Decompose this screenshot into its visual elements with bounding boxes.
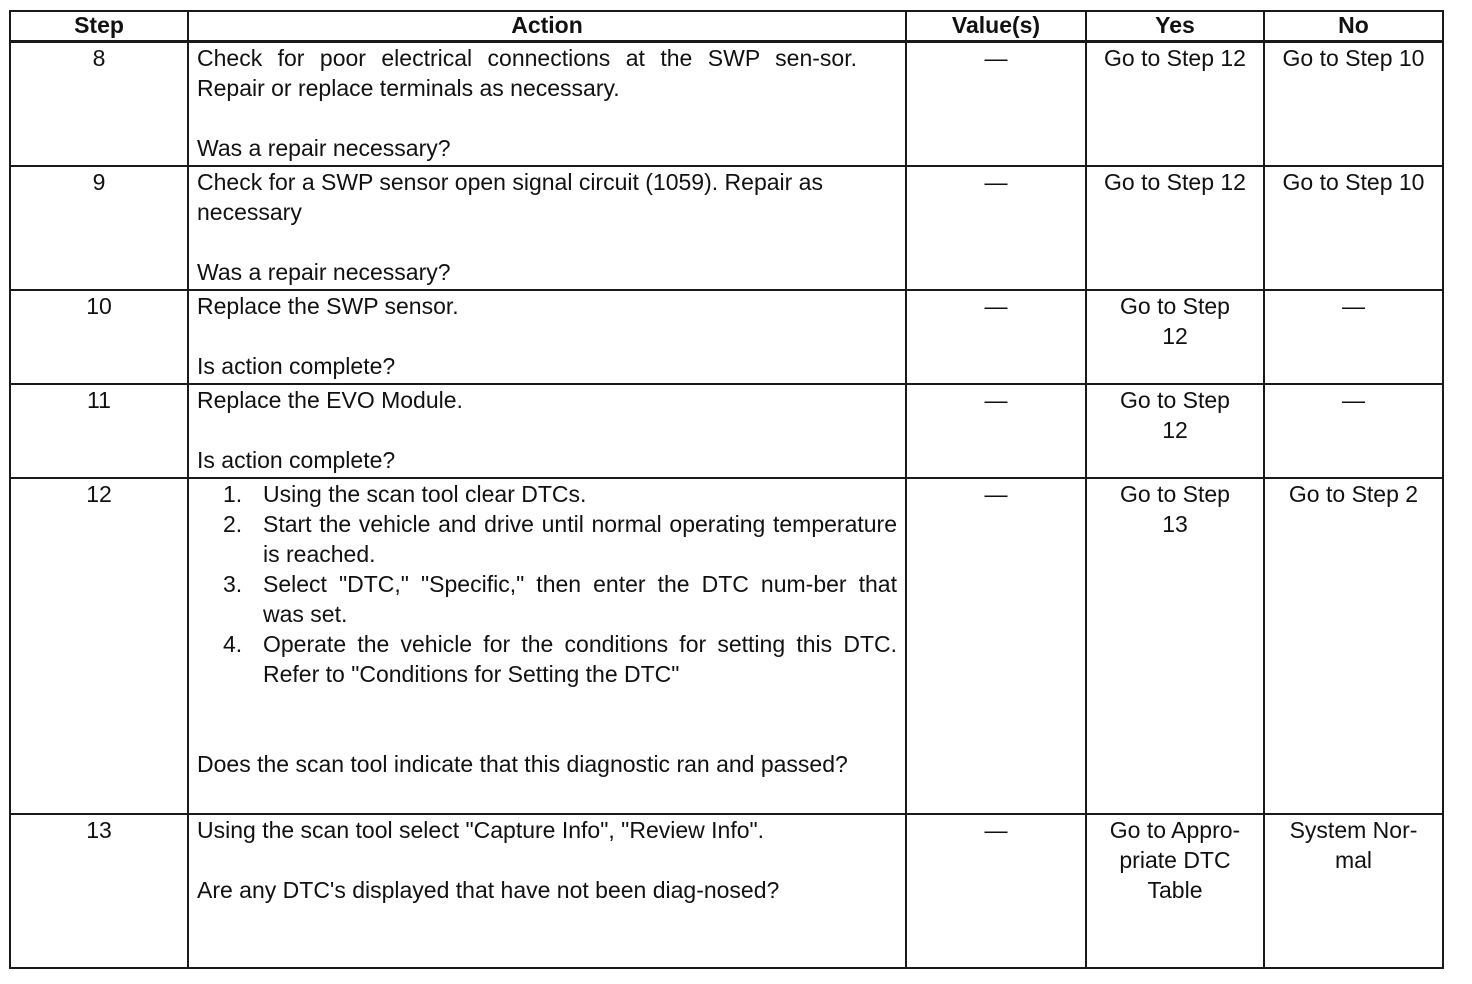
header-step: Step xyxy=(10,11,188,42)
table-row xyxy=(10,478,1443,814)
question-text: Is action complete? xyxy=(197,352,396,379)
value-cell: — xyxy=(906,42,1086,166)
value-cell: — xyxy=(906,166,1086,290)
step-number: 8 xyxy=(10,42,188,166)
value-cell: — xyxy=(906,290,1086,384)
action-text: Using the scan tool select "Capture Info", "Review Info". xyxy=(197,816,765,843)
step-number: 9 xyxy=(10,166,188,290)
header-yes: Yes xyxy=(1086,11,1264,42)
table-body xyxy=(10,42,1443,968)
substep-text: Start the vehicle and drive until normal operating temperature is reached. xyxy=(263,510,897,567)
substep-item xyxy=(223,509,897,569)
diagnostic-table xyxy=(9,10,1444,969)
yes-text: Go to Step 12 xyxy=(1120,386,1230,443)
action-text: Check for poor electrical connections at the SWP sen-sor. Repair or replace terminals as necessary. xyxy=(197,45,857,101)
yes-text: Go to Appro-priate DTC Table xyxy=(1109,816,1241,903)
yes-cell xyxy=(1086,384,1264,478)
action-text: Replace the SWP sensor. xyxy=(197,292,459,319)
substep-item xyxy=(223,569,897,629)
header-values: Value(s) xyxy=(906,11,1086,42)
no-cell: Go to Step 10 xyxy=(1264,166,1443,290)
yes-cell xyxy=(1086,478,1264,814)
substep-number: 1. xyxy=(223,480,243,507)
yes-cell xyxy=(1086,814,1264,968)
no-cell xyxy=(1264,814,1443,968)
substep-number: 4. xyxy=(223,630,243,657)
question-text: Was a repair necessary? xyxy=(197,135,451,161)
yes-cell: Go to Step 12 xyxy=(1086,166,1264,290)
action-text: Replace the EVO Module. xyxy=(197,386,463,413)
step-number: 11 xyxy=(10,384,188,478)
question-text: Does the scan tool indicate that this diagnostic ran and passed? xyxy=(197,750,848,777)
action-cell xyxy=(188,290,906,384)
yes-cell xyxy=(1086,290,1264,384)
action-cell xyxy=(188,814,906,968)
value-cell: — xyxy=(906,478,1086,814)
substep-text: Operate the vehicle for the conditions for setting this DTC. Refer to "Conditions for Setting the DTC" xyxy=(263,630,897,687)
substep-list xyxy=(197,479,897,689)
substep-item xyxy=(223,479,897,509)
header-action: Action xyxy=(188,11,906,42)
no-cell: Go to Step 10 xyxy=(1264,42,1443,166)
value-cell: — xyxy=(906,384,1086,478)
yes-text: Go to Step 13 xyxy=(1120,480,1230,537)
action-text: Check for a SWP sensor open signal circuit (1059). Repair as necessary xyxy=(197,168,823,225)
table-row xyxy=(10,814,1443,968)
substep-number: 2. xyxy=(223,510,243,537)
table-row xyxy=(10,42,1443,166)
table-row xyxy=(10,384,1443,478)
step-number: 13 xyxy=(10,814,188,968)
question-text: Are any DTC's displayed that have not been diag-nosed? xyxy=(197,876,780,903)
step-number: 12 xyxy=(10,478,188,814)
table-header xyxy=(10,11,1443,42)
question-text: Was a repair necessary? xyxy=(197,258,451,285)
no-cell: Go to Step 2 xyxy=(1264,478,1443,814)
value-cell: — xyxy=(906,814,1086,968)
action-cell xyxy=(188,42,906,166)
no-cell: — xyxy=(1264,290,1443,384)
header-no: No xyxy=(1264,11,1443,42)
yes-cell: Go to Step 12 xyxy=(1086,42,1264,166)
no-cell: — xyxy=(1264,384,1443,478)
table-row xyxy=(10,290,1443,384)
question-text: Is action complete? xyxy=(197,446,396,473)
action-cell xyxy=(188,166,906,290)
yes-text: Go to Step 12 xyxy=(1120,292,1230,349)
table-row xyxy=(10,166,1443,290)
substep-number: 3. xyxy=(223,570,243,597)
substep-text: Using the scan tool clear DTCs. xyxy=(263,480,587,507)
substep-item xyxy=(223,629,897,689)
step-number: 10 xyxy=(10,290,188,384)
action-cell xyxy=(188,384,906,478)
no-text: System Nor-mal xyxy=(1289,816,1418,873)
header-row xyxy=(10,11,1443,42)
substep-text: Select "DTC," "Specific," then enter the DTC num-ber that was set. xyxy=(263,570,897,627)
action-cell xyxy=(188,478,906,814)
